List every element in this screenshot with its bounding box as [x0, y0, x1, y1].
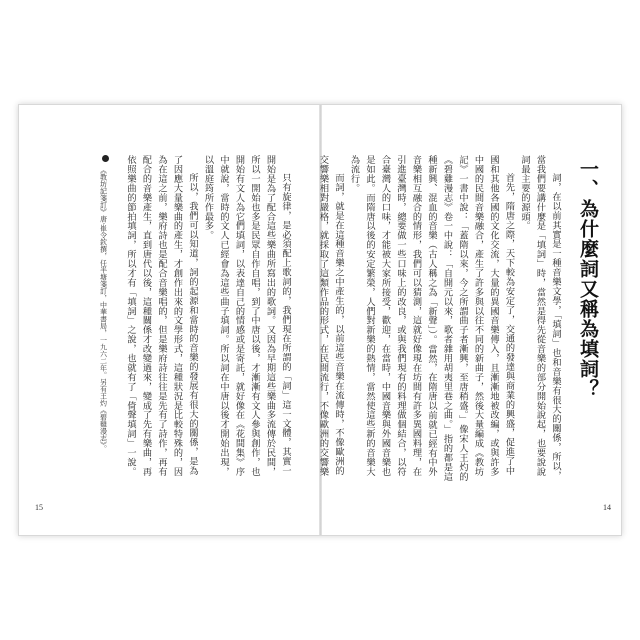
left-page-body [115, 155, 293, 485]
section-title: 一、為什麼詞又稱為填詞？ [577, 159, 599, 399]
page-number: 15 [35, 503, 43, 512]
body-paragraph: 首先，隋唐之際，天下較為安定了，交通的發達與商業的興盛，促進了中國和其他各國的文化交流，大量的異國音樂傳入，且漸漸地被改編，或與許多中國的民間音樂融合，產生了許多與以往不同的新曲子，然後大量編成《教坊記》一書中說：「蓋隋以來，今之所謂曲子者漸興，至唐稍盛。」像宋人王灼的《碧雞漫志》卷一中說：「自開元以來，歌者雜用胡夷里巷之曲。」指的都是這種新興、混血的音樂（古人稱之為「新聲」）。當然，在隋唐以前就已經有中外音樂相互融合的情形，我們可以猜測，這就好像現在坊間有許多異國料理，在引進臺灣時，總要做一些口味上的改良，或與我們現有的料理做個結合，以符合臺灣人的口味，才能被大家所接受，歡迎，在當時，中國音樂與外國音樂也是如此。而隋唐以後的安定繁榮，人們對新樂的熱情，當然使這些新的音樂大為流行。 [348, 155, 515, 482]
body-paragraph: 而詞，就是在這種音樂之中產生的，以前這些音樂在流傳時，不像歐洲的交響樂相對嚴格，就採取了這類作品的形式，在民間流行，不像歐洲的交響樂 [317, 155, 344, 477]
body-paragraph: 詞，在以前其實是一種音樂文學，「填詞」也和音樂有很大的關係，所以，當我們要講什麼是「填詞」時，當然是得先從音樂的部分開始說起，也要說說詞最主要的源頭。 [519, 155, 561, 481]
footnote [75, 155, 109, 485]
left-page [19, 105, 320, 535]
footnote-text: 《教坊記箋訂》唐·崔令欽撰，任半塘箋訂，中華書局，一九六二年。另有王灼《碧雞漫志》。 [99, 166, 108, 452]
right-page [317, 105, 622, 535]
book-spread [18, 104, 622, 536]
footnote-marker-icon [102, 155, 109, 162]
page-number: 14 [603, 503, 611, 512]
right-page-body [317, 155, 563, 485]
body-paragraph: 只有旋律，是必須配上歌詞的，我們現在所謂的「詞」這一文體，其實一開始是為了配合這些樂曲所寫出的歌詞。又因為早期這些樂曲多流傳於民間，所以一開始也多是民眾自作自唱，到了中唐以後，才漸漸有文人參與創作，也開始有文人為它們填詞，以表達自己的情感或是寄託，就好像在《花間集》序中就說，當時的文人已經會為這些曲子填詞。所以詞在中唐以後才開始出現，以溫庭筠所作最多。 [202, 155, 291, 477]
body-paragraph: 所以，我們可以知道，詞的起源和當時的音樂的發展有很大的關係，是為了因應大量樂曲的產生，才創作出來的文學形式，這種狀況是比較特殊的，因為在這之前，樂府詩也是配合音樂唱的，但是樂府詩往往是先有了詩作，再有配合的音樂產生，直到唐代以後，這種關係才改變過來，變成了先有樂曲，再依照樂曲的節拍填詞，所以才有「填詞」之說，也就有了「倚聲填詞」一說。 [125, 155, 198, 477]
